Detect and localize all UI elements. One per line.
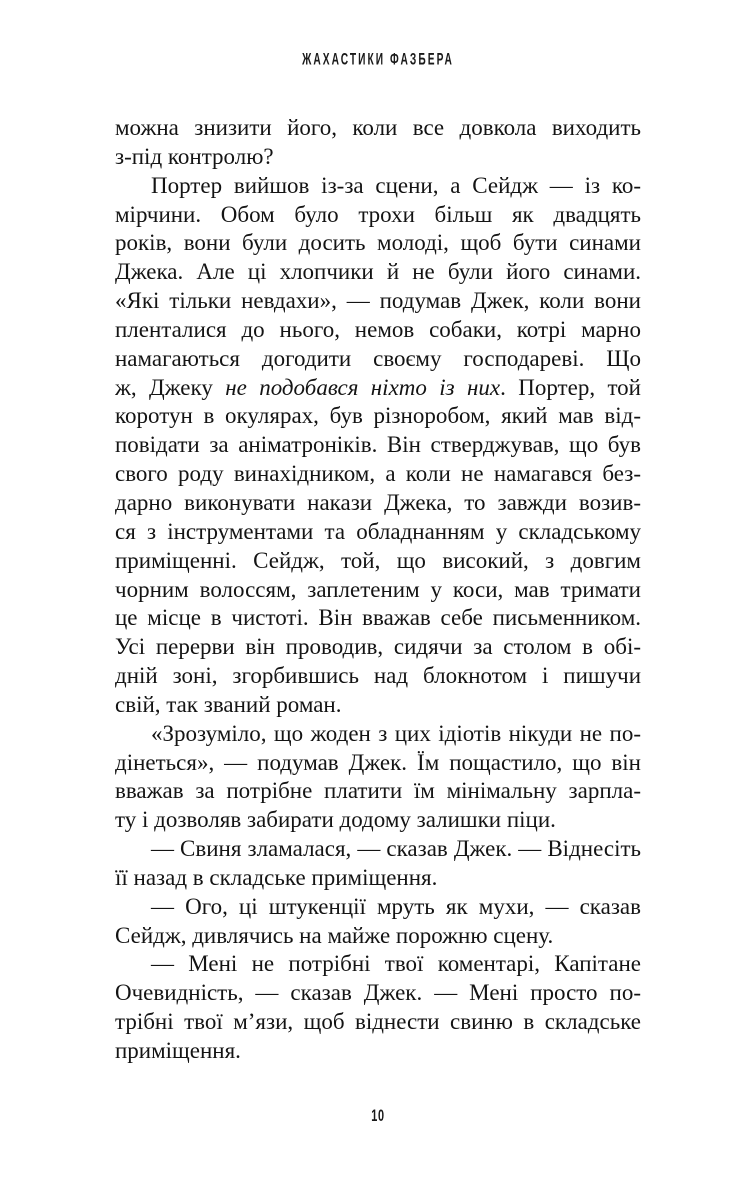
text-segment: з-під контролю?	[115, 143, 274, 169]
text-segment: свого роду винахідником, а коли не намагався без-	[115, 461, 641, 487]
paragraph	[115, 720, 641, 835]
paragraph	[115, 172, 641, 720]
text-segment: Портер вийшов із-за сцени, а Сейдж — із ко-	[151, 172, 641, 198]
text-segment: можна знизити його, коли все довкола виходить	[115, 115, 641, 140]
text-line	[115, 922, 641, 951]
text-line	[115, 114, 641, 143]
text-segment: ту і дозволяв забирати додому залишки піци.	[115, 807, 556, 833]
text-segment: мірчини. Обом було трохи більш як двадцять	[115, 201, 641, 227]
text-line	[115, 604, 641, 633]
text-line	[115, 172, 641, 201]
text-segment: дарно виконувати накази Джека, то завжди возив-	[115, 489, 641, 515]
paragraph	[115, 114, 641, 172]
text-segment: — Ого, ці штукенції мруть як мухи, — сказав	[151, 893, 641, 919]
text-segment: — Свиня зламалася, — сказав Джек. — Віднесіть	[151, 836, 641, 862]
text-line	[115, 258, 641, 287]
paragraph	[115, 893, 641, 951]
text-segment: це місце в чистоті. Він вважав себе письменником.	[115, 605, 641, 631]
text-line	[115, 950, 641, 979]
text-line	[115, 749, 641, 778]
text-segment: її назад в складське приміщення.	[115, 864, 438, 890]
text-line	[115, 979, 641, 1008]
text-line	[115, 431, 641, 460]
text-line	[115, 576, 641, 605]
text-segment: намагаються догодити своєму господареві. Що	[115, 345, 641, 371]
text-segment: років, вони були досить молоді, щоб бути синами	[115, 230, 641, 256]
text-line	[115, 287, 641, 316]
paragraph	[115, 835, 641, 893]
text-segment: Сейдж, дивлячись на майже порожню сцену.	[115, 922, 554, 948]
text-segment: ж, Джеку	[115, 374, 226, 400]
text-line	[115, 1008, 641, 1037]
text-line	[115, 489, 641, 518]
text-segment: приміщення.	[115, 1038, 241, 1063]
text-line	[115, 345, 641, 374]
text-segment: ся з інструментами та обладнанням у складському	[115, 518, 641, 544]
text-line	[115, 893, 641, 922]
text-segment: вважав за потрібне платити їм мінімальну зарпла-	[115, 778, 641, 804]
text-segment: повідати за аніматроніків. Він стверджував, що був	[115, 432, 641, 458]
text-line	[115, 143, 641, 172]
text-line	[115, 1037, 641, 1066]
text-segment: приміщенні. Сейдж, той, що високий, з довгим	[115, 547, 641, 573]
text-line	[115, 633, 641, 662]
text-line	[115, 402, 641, 431]
text-segment: дній зоні, згорбившись над блокнотом і пишучи	[115, 663, 641, 689]
running-header: ЖАХАСТИКИ ФАЗБЕРА	[302, 49, 454, 70]
text-line	[115, 864, 641, 893]
text-segment: Усі перерви він проводив, сидячи за столом в обі-	[115, 634, 641, 660]
text-segment: Очевидність, — сказав Джек. — Мені просто по-	[115, 980, 641, 1006]
text-line	[115, 316, 641, 345]
text-line	[115, 460, 641, 489]
text-line	[115, 662, 641, 691]
italic-text-segment: не подобався ніхто із них	[225, 374, 501, 400]
paragraph	[115, 950, 641, 1065]
text-segment: дінеться», — подумав Джек. Їм пощастило, що він	[115, 749, 641, 775]
text-line	[115, 691, 641, 720]
text-segment: Джека. Але ці хлопчики й не були його синами.	[115, 259, 641, 285]
text-line	[115, 374, 641, 403]
text-segment: пленталися до нього, немов собаки, котрі марно	[115, 316, 641, 342]
text-line	[115, 547, 641, 576]
text-line	[115, 835, 641, 864]
text-line	[115, 720, 641, 749]
text-segment: трібні твої м’язи, щоб віднести свиню в складське	[115, 1009, 641, 1035]
text-line	[115, 806, 641, 835]
text-line	[115, 201, 641, 230]
text-segment: коротун в окулярах, був різноробом, який мав від-	[115, 403, 641, 429]
text-line	[115, 777, 641, 806]
text-line	[115, 229, 641, 258]
text-segment: свій, так званий роман.	[115, 691, 342, 717]
text-line	[115, 518, 641, 547]
body-text	[115, 114, 641, 1066]
text-segment: — Мені не потрібні твої коментарі, Капітане	[151, 951, 641, 977]
text-segment: «Які тільки невдахи», — подумав Джек, коли вони	[115, 288, 641, 314]
text-segment: . Портер, той	[500, 374, 641, 400]
text-segment: «Зрозуміло, що жоден з цих ідіотів нікуди не по-	[151, 720, 641, 746]
text-segment: чорним волоссям, заплетеним у коси, мав тримати	[115, 576, 641, 602]
page-number: 10	[371, 1107, 385, 1126]
